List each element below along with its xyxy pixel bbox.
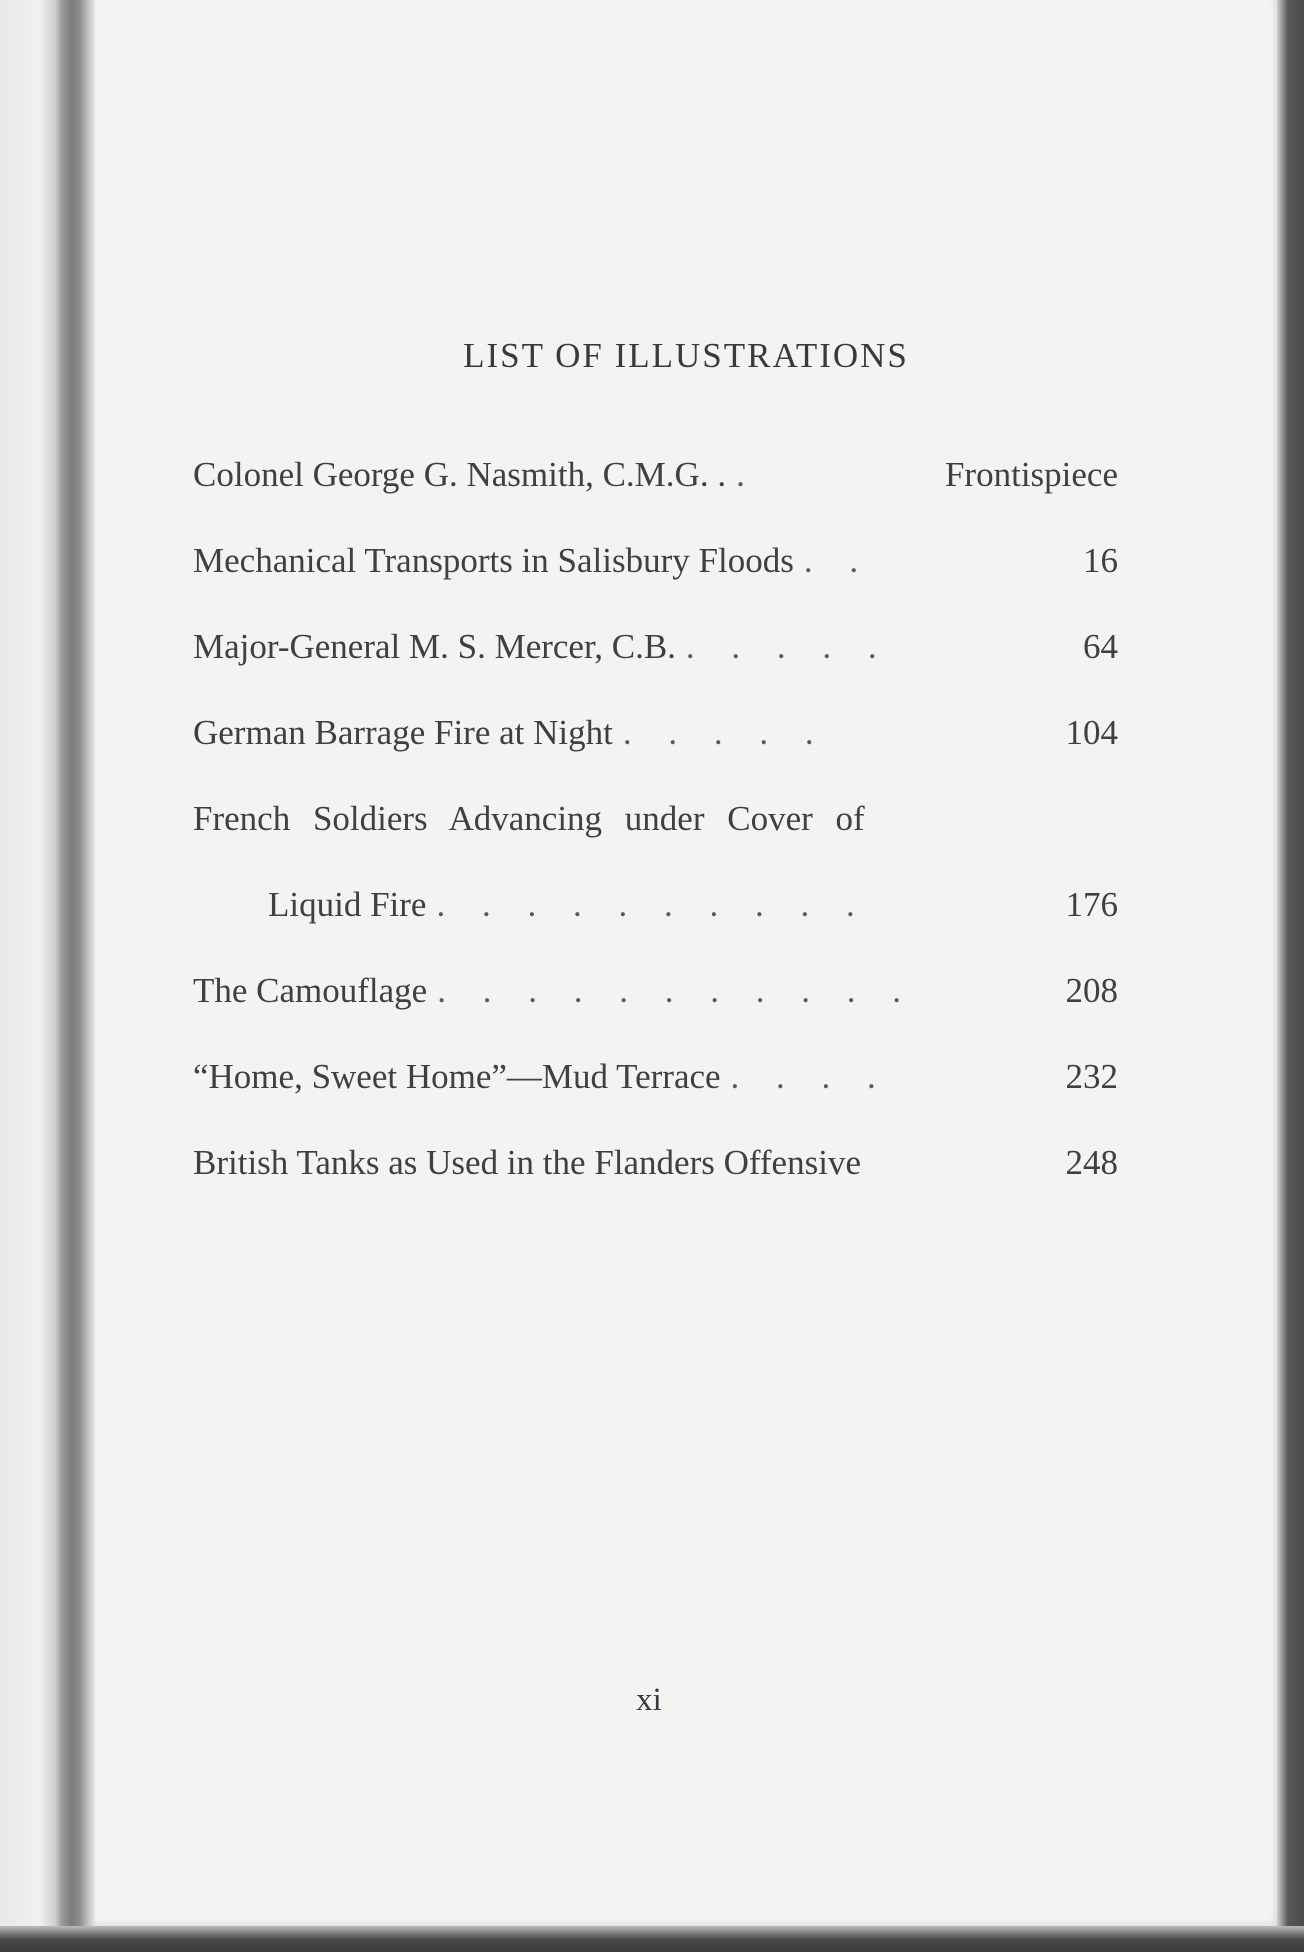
entry-label: British Tanks as Used in the Flanders Offensive: [193, 1143, 861, 1182]
entry-leader: . . . . .: [622, 713, 828, 752]
list-item: [193, 455, 1118, 541]
entry-page: 104: [1065, 713, 1118, 752]
page-number: xi: [636, 1682, 662, 1718]
entry-continuation: [193, 885, 1118, 971]
entry-page: Frontispiece: [944, 455, 1118, 494]
entry-label: Major-General M. S. Mercer, C.B.: [193, 627, 676, 666]
list-item: [193, 1057, 1118, 1143]
entry-label: The Camouflage: [193, 971, 428, 1010]
entry-label: Mechanical Transports in Salisbury Floods: [193, 541, 794, 580]
page-title: LIST OF ILLUSTRATIONS: [463, 336, 909, 375]
entry-page: 232: [1065, 1057, 1118, 1096]
list-item: [193, 713, 1118, 799]
entry-leader: . . . . . . . . . . .: [437, 971, 915, 1010]
entry-leader: .: [736, 455, 759, 494]
entry-leader: . .: [803, 541, 873, 580]
entry-label: German Barrage Fire at Night: [193, 713, 613, 752]
entry-label: “Home, Sweet Home”—Mud Terrace: [193, 1057, 721, 1096]
list-item: [193, 541, 1118, 627]
entry-page: 16: [1083, 541, 1118, 580]
entry-page: 208: [1065, 971, 1118, 1010]
entry-leader: . . . .: [730, 1057, 890, 1096]
list-item: [193, 799, 1118, 971]
entry-label-line1: French Soldiers Advancing under Cover of: [193, 799, 865, 838]
illustrations-list: [193, 455, 1118, 1229]
page-bottom-edge: [0, 1926, 1304, 1952]
entry-leader: . . . . .: [685, 627, 891, 666]
list-item: [193, 971, 1118, 1057]
entry-leader: . . . . . . . . . .: [436, 885, 869, 924]
entry-label: Colonel George G. Nasmith, C.M.G. .: [193, 455, 727, 494]
list-item: [193, 627, 1118, 713]
entry-page: 64: [1083, 627, 1118, 666]
entry-page: 176: [1065, 885, 1118, 924]
list-item: [193, 1143, 1118, 1229]
entry-label-line2: Liquid Fire: [268, 885, 427, 924]
book-binding-gutter: [0, 0, 95, 1952]
page-right-edge: [1277, 0, 1304, 1952]
entry-page: 248: [1065, 1143, 1118, 1182]
